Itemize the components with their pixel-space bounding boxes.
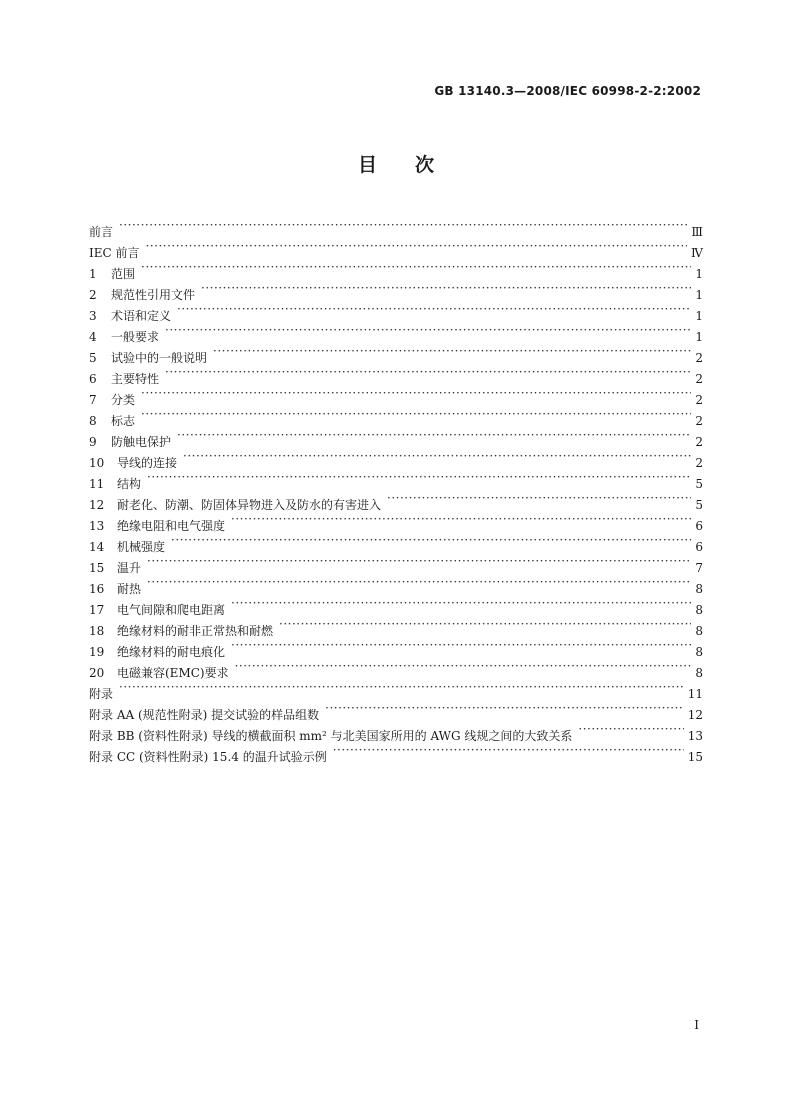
toc-entry-number: 14 (89, 540, 105, 554)
toc-entry-page: 2 (695, 456, 703, 470)
toc-entry[interactable] (89, 278, 703, 302)
toc-leader-dots (387, 488, 691, 509)
toc-entry-page: 2 (695, 435, 703, 449)
toc-leader-dots (201, 278, 691, 299)
toc-entry-number: 11 (89, 477, 105, 491)
toc-entry-number: 20 (89, 666, 105, 680)
toc-leader-dots (279, 614, 691, 635)
toc-entry-page: 2 (695, 414, 703, 428)
toc-entry-page: 2 (695, 393, 703, 407)
toc-entry-title: 耐老化、防潮、防固体异物进入及防水的有害进入 (117, 498, 382, 512)
toc-entry-page: 6 (695, 519, 703, 533)
toc-entry-title: IEC 前言 (89, 246, 140, 260)
toc-entry-page: 12 (687, 708, 703, 722)
toc-entry[interactable] (89, 425, 703, 449)
toc-entry[interactable] (89, 404, 703, 428)
toc-entry-page: 1 (695, 288, 703, 302)
toc-entry-page: 2 (695, 372, 703, 386)
toc-entry-title: 范围 (111, 267, 136, 281)
toc-entry-number: 7 (89, 393, 97, 407)
toc-entry-number: 9 (89, 435, 97, 449)
toc-leader-dots (231, 509, 691, 530)
toc-entry-page: Ⅳ (691, 246, 703, 260)
toc-entry-title: 分类 (111, 393, 136, 407)
page-title: 目次 (357, 154, 472, 176)
toc-entry-title: 结构 (117, 477, 142, 491)
toc-entry[interactable] (89, 551, 703, 575)
toc-entry-page: 8 (695, 624, 703, 638)
toc-leader-dots (165, 320, 691, 341)
toc-entry-label (89, 222, 119, 243)
toc-leader-dots (147, 551, 691, 572)
toc-entry-page: 1 (695, 267, 703, 281)
toc-leader-dots (183, 446, 691, 467)
toc-entry-number: 13 (89, 519, 105, 533)
toc-entry[interactable] (89, 572, 703, 596)
toc-entry-title: 绝缘材料的耐非正常热和耐燃 (117, 624, 274, 638)
toc-entry-title: 机械强度 (117, 540, 166, 554)
toc-leader-dots (141, 257, 691, 278)
toc-leader-dots (141, 383, 691, 404)
toc-entry-label (89, 705, 325, 726)
toc-entry-label (89, 327, 165, 348)
page-number: I (694, 1018, 699, 1032)
toc-entry-page: 8 (695, 582, 703, 596)
toc-entry[interactable] (89, 362, 703, 386)
toc-entry-title: 绝缘材料的耐电痕化 (117, 645, 226, 659)
toc-leader-dots (325, 698, 684, 719)
toc-entry[interactable] (89, 383, 703, 407)
toc-entry-label (89, 390, 141, 411)
toc-entry-title: 电磁兼容(EMC)要求 (117, 666, 229, 680)
toc-entry[interactable] (89, 467, 703, 491)
toc-entry-title: 一般要求 (111, 330, 160, 344)
toc-entry-page: 5 (695, 477, 703, 491)
table-of-contents (89, 215, 703, 764)
toc-leader-dots (231, 635, 691, 656)
toc-leader-dots (578, 719, 683, 740)
toc-entry-title: 术语和定义 (111, 309, 172, 323)
toc-entry-page: 6 (695, 540, 703, 554)
toc-entry-label (89, 264, 141, 285)
toc-leader-dots (231, 593, 691, 614)
toc-entry-label (89, 558, 147, 579)
toc-entry[interactable] (89, 677, 703, 701)
toc-entry[interactable] (89, 215, 703, 239)
toc-entry-number: 8 (89, 414, 97, 428)
toc-entry-page: 11 (687, 687, 703, 701)
toc-entry-page: 1 (695, 309, 703, 323)
toc-entry-page: 8 (695, 603, 703, 617)
toc-entry[interactable] (89, 593, 703, 617)
toc-entry-title: 附录 BB (资料性附录) 导线的横截面积 mm² 与北美国家所用的 AWG 线规之间的大致关系 (89, 729, 573, 743)
toc-entry-label (89, 747, 333, 768)
toc-entry-number: 15 (89, 561, 105, 575)
toc-entry-label (89, 411, 141, 432)
toc-entry-page: 5 (695, 498, 703, 512)
toc-entry-page: 2 (695, 351, 703, 365)
toc-leader-dots (165, 362, 691, 383)
toc-entry-title: 规范性引用文件 (111, 288, 196, 302)
toc-leader-dots (119, 677, 684, 698)
toc-leader-dots (177, 425, 691, 446)
toc-entry-label (89, 306, 177, 327)
toc-leader-dots (119, 215, 687, 236)
toc-entry[interactable] (89, 257, 703, 281)
toc-entry[interactable] (89, 530, 703, 554)
toc-leader-dots (141, 404, 691, 425)
toc-leader-dots (333, 740, 684, 761)
toc-entry-title: 附录 CC (资料性附录) 15.4 的温升试验示例 (89, 750, 327, 764)
toc-entry-number: 6 (89, 372, 97, 386)
toc-entry-number: 19 (89, 645, 105, 659)
toc-entry-page: 8 (695, 645, 703, 659)
toc-entry[interactable] (89, 446, 703, 470)
toc-entry-number: 16 (89, 582, 105, 596)
toc-entry[interactable] (89, 341, 703, 365)
toc-entry-page: Ⅲ (691, 225, 703, 239)
toc-leader-dots (171, 530, 691, 551)
toc-entry-number: 1 (89, 267, 97, 281)
toc-entry[interactable] (89, 236, 703, 260)
toc-entry-title: 附录 AA (规范性附录) 提交试验的样品组数 (89, 708, 320, 722)
toc-entry-label (89, 243, 146, 264)
toc-entry-number: 12 (89, 498, 105, 512)
toc-entry-title: 试验中的一般说明 (111, 351, 208, 365)
toc-entry-title: 电气间隙和爬电距离 (117, 603, 226, 617)
toc-entry-title: 主要特性 (111, 372, 160, 386)
toc-leader-dots (235, 656, 692, 677)
toc-entry-title: 绝缘电阻和电气强度 (117, 519, 226, 533)
toc-entry-number: 18 (89, 624, 105, 638)
toc-entry[interactable] (89, 698, 703, 722)
toc-leader-dots (177, 299, 691, 320)
toc-entry-page: 8 (695, 666, 703, 680)
toc-entry-title: 导线的连接 (117, 456, 178, 470)
toc-entry-page: 7 (695, 561, 703, 575)
toc-entry[interactable] (89, 488, 703, 512)
toc-entry-title: 耐热 (117, 582, 142, 596)
toc-entry-number: 4 (89, 330, 97, 344)
toc-entry-label (89, 474, 147, 495)
toc-entry-label (89, 579, 147, 600)
toc-entry-title: 标志 (111, 414, 136, 428)
standard-code: GB 13140.3—2008/IEC 60998-2-2:2002 (434, 84, 701, 98)
toc-leader-dots (213, 341, 691, 362)
toc-entry-title: 附录 (89, 687, 114, 701)
toc-leader-dots (147, 467, 691, 488)
toc-entry-number: 10 (89, 456, 105, 470)
toc-entry-title: 温升 (117, 561, 142, 575)
toc-entry-label (89, 642, 231, 663)
toc-entry-page: 1 (695, 330, 703, 344)
toc-entry-number: 5 (89, 351, 97, 365)
toc-entry[interactable] (89, 299, 703, 323)
toc-entry-title: 前言 (89, 225, 114, 239)
toc-entry-number: 3 (89, 309, 97, 323)
toc-entry-page: 13 (687, 729, 703, 743)
toc-leader-dots (146, 236, 688, 257)
toc-entry-title: 防触电保护 (111, 435, 172, 449)
toc-entry-page: 15 (687, 750, 703, 764)
toc-entry-label (89, 684, 119, 705)
toc-entry-label (89, 432, 177, 453)
toc-entry-number: 17 (89, 603, 105, 617)
toc-entry[interactable] (89, 320, 703, 344)
toc-entry-label (89, 600, 231, 621)
toc-leader-dots (147, 572, 691, 593)
toc-entry-number: 2 (89, 288, 97, 302)
